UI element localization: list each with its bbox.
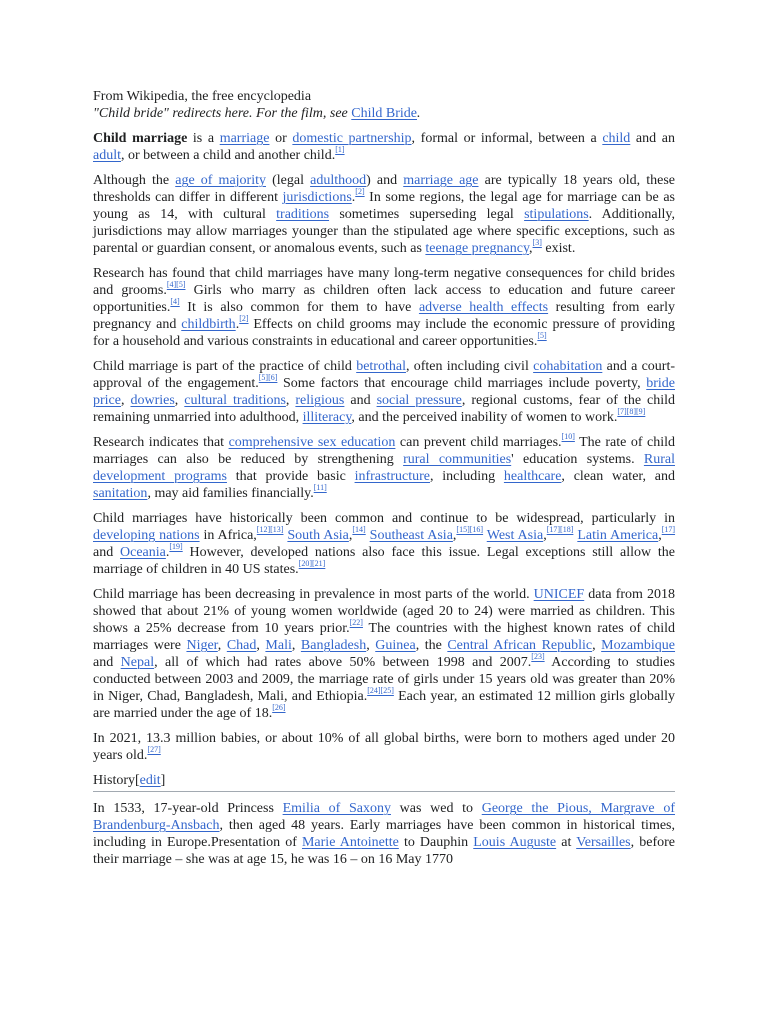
- link-rural-development-programs[interactable]: Rural development programs: [93, 452, 675, 484]
- citation-ref: [335, 145, 344, 154]
- citation-ref: [147, 745, 160, 754]
- text-run: , often including civil: [405, 359, 534, 374]
- article-body: [93, 88, 675, 876]
- citation-ref: [259, 373, 278, 382]
- citation-link[interactable]: [4]: [170, 297, 180, 307]
- link-infrastructure[interactable]: infrastructure: [354, 469, 430, 484]
- hatnote-link[interactable]: Child Bride: [351, 106, 418, 121]
- text-run: The countries with the highest known rates of child marriages were: [93, 621, 675, 653]
- text-run: According to studies conducted between 2003 and 2009, the marriage rate of girls under 15 years old was greater than 20% in Niger, Chad, Bangladesh, Mali, and Ethiopia.: [93, 655, 675, 704]
- text-run: and: [93, 545, 121, 560]
- text-run: or: [269, 131, 293, 146]
- citation-ref: [662, 525, 675, 534]
- link-betrothal[interactable]: betrothal: [356, 359, 406, 374]
- citation-ref: [537, 331, 546, 340]
- link-cultural-traditions[interactable]: cultural traditions: [184, 393, 286, 408]
- edit-bracket-close: ]: [160, 773, 166, 788]
- text-run: ' education systems.: [511, 452, 644, 467]
- text-run: However, developed nations also face this issue. Legal exceptions still allow the marriage of children in 40 US states.: [93, 545, 675, 577]
- text-run: ,: [543, 528, 547, 543]
- text-run: Child marriage is part of the practice of child: [93, 359, 357, 374]
- text-run: Girls who marry as children often lack access to education and future career opportunities.: [93, 283, 675, 315]
- link-marie-antoinette[interactable]: Marie Antoinette: [301, 835, 399, 850]
- link-george-the-pious-margrave-of-brandenburg-ansbach[interactable]: George the Pious, Margrave of Brandenburg-Ansbach: [93, 801, 675, 833]
- citation-ref: [617, 407, 645, 416]
- citation-link[interactable]: [1]: [335, 145, 345, 155]
- text-run: , before their marriage – she was at age 15, he was 16 – on 16 May 1770: [93, 835, 675, 867]
- link-marriage-age[interactable]: marriage age: [403, 173, 479, 188]
- citation-link[interactable]: [2]: [355, 187, 365, 197]
- link-versailles[interactable]: Versailles: [576, 835, 631, 850]
- link-guinea[interactable]: Guinea: [375, 638, 416, 653]
- text-run: , regional customs, fear of the child remaining unmarried into adulthood,: [93, 393, 675, 425]
- text-run: .: [351, 190, 356, 205]
- text-run: ,: [658, 528, 662, 543]
- link-nepal[interactable]: Nepal: [120, 655, 155, 670]
- citation-link[interactable]: [20][21]: [298, 559, 326, 569]
- link-mozambique[interactable]: Mozambique: [601, 638, 676, 653]
- link-chad[interactable]: Chad: [226, 638, 257, 653]
- citation-ref: [169, 542, 182, 551]
- paragraph-factors: [93, 358, 675, 426]
- text-run: in Africa,: [199, 528, 257, 543]
- citation-link[interactable]: [15][16]: [456, 525, 484, 535]
- text-run: . Additionally, jurisdictions may allow marriages younger than the stipulated age where specific exceptions, such as parental or guardian consent, or anomalous events, such as: [93, 207, 676, 256]
- link-healthcare[interactable]: healthcare: [503, 469, 562, 484]
- text-run: In 2021, 13.3 million babies, or about 10% of all global births, were born to mothers aged under 20 years old.: [93, 731, 675, 763]
- link-bride-price[interactable]: bride price: [93, 376, 675, 408]
- text-run: and: [344, 393, 377, 408]
- citation-link[interactable]: [19]: [169, 542, 183, 552]
- section-heading-history: [93, 772, 675, 792]
- citation-ref: [352, 525, 365, 534]
- link-developing-nations[interactable]: developing nations: [93, 528, 200, 543]
- text-run: , all of which had rates above 50% between 1998 and 2007.: [154, 655, 532, 670]
- text-run: Although the: [93, 173, 176, 188]
- text-run: are typically 18 years old, these thresholds can differ in different: [93, 173, 675, 205]
- link-sanitation[interactable]: sanitation: [93, 486, 148, 501]
- citation-link[interactable]: [17]: [661, 525, 676, 535]
- text-run: Each year, an estimated 12 million girls globally are married under the age of 18.: [93, 689, 675, 721]
- text-run: ,: [452, 528, 457, 543]
- paragraph-age-thresholds: [93, 172, 675, 257]
- text-run: data from 2018 showed that about 21% of young women worldwide (aged 20 to 24) were married as children. This shows a 25% decrease from 10 years prior.: [93, 587, 675, 636]
- text-run: .: [165, 545, 170, 560]
- citation-ref: [257, 525, 284, 534]
- citation-link[interactable]: [22]: [349, 618, 363, 628]
- link-louis-auguste[interactable]: Louis Auguste: [473, 835, 557, 850]
- link-south-asia[interactable]: South Asia: [287, 528, 349, 543]
- site-tagline: From Wikipedia, the free encyclopedia: [93, 89, 312, 104]
- link-southeast-asia[interactable]: Southeast Asia: [369, 528, 453, 543]
- text-run: Effects on child grooms may include the economic pressure of providing for a household and various constraints in educational and career opportunities.: [93, 317, 675, 349]
- citation-ref: [170, 297, 179, 306]
- citation-ref: [314, 483, 327, 492]
- text-run: ,: [285, 393, 296, 408]
- citation-link[interactable]: [5]: [537, 331, 547, 341]
- text-run: , may aid families financially.: [147, 486, 314, 501]
- citation-link[interactable]: [27]: [147, 745, 161, 755]
- link-adult[interactable]: adult: [93, 148, 121, 163]
- link-cohabitation[interactable]: cohabitation: [533, 359, 603, 374]
- citation-ref: [456, 525, 483, 534]
- paragraph-history: [93, 800, 675, 868]
- text-run: In some regions, the legal age for marriage can be as young as 14, with cultural: [93, 190, 675, 222]
- text-run: was wed to: [390, 801, 482, 816]
- citation-link[interactable]: [17]: [546, 525, 561, 535]
- citation-ref: [167, 280, 186, 289]
- text-run: ,: [348, 528, 353, 543]
- text-run: ,: [256, 638, 266, 653]
- edit-section-link[interactable]: edit: [139, 773, 161, 788]
- text-run: .: [235, 317, 240, 332]
- section-title: History: [93, 773, 135, 788]
- edit-bracket-open: [: [135, 773, 140, 788]
- text-run: and: [93, 655, 121, 670]
- text-run: sometimes superseding legal: [329, 207, 525, 222]
- text-run: Research has found that child marriages have many long-term negative consequences for child brides and grooms.: [93, 266, 675, 298]
- link-illiteracy[interactable]: illiteracy: [302, 410, 352, 425]
- citation-ref: [367, 686, 394, 695]
- link-religious[interactable]: religious: [295, 393, 345, 408]
- text-run: ,: [217, 638, 227, 653]
- text-run: , then aged 48 years. Early marriages have been common in historical times, including in Europe.Presentation of: [93, 818, 675, 850]
- link-dowries[interactable]: dowries: [130, 393, 175, 408]
- text-run: , including: [429, 469, 504, 484]
- citation-ref: [239, 314, 248, 323]
- link-rural-communities[interactable]: rural communities: [403, 452, 512, 467]
- text-run: ,: [120, 393, 131, 408]
- text-run: (legal: [266, 173, 311, 188]
- citation-link[interactable]: [5][6]: [258, 373, 278, 383]
- link-central-african-republic[interactable]: Central African Republic: [447, 638, 593, 653]
- link-bangladesh[interactable]: Bangladesh: [300, 638, 367, 653]
- citation-link[interactable]: [14]: [352, 525, 366, 535]
- citation-link[interactable]: [7][8][9]: [617, 407, 646, 417]
- hatnote-text: "Child bride" redirects here. For the film, see: [93, 106, 352, 121]
- citation-ref: [547, 525, 560, 534]
- text-run: , and the perceived inability of women to work.: [351, 410, 618, 425]
- text-run: Research indicates that: [93, 435, 229, 450]
- link-oceania[interactable]: Oceania: [120, 545, 166, 560]
- text-run: ,: [291, 638, 301, 653]
- text-run: ,: [592, 638, 602, 653]
- link-emilia-of-saxony[interactable]: Emilia of Saxony: [282, 801, 391, 816]
- text-run: ,: [174, 393, 185, 408]
- text-run: ,: [529, 241, 533, 256]
- link-comprehensive-sex-education[interactable]: comprehensive sex education: [228, 435, 396, 450]
- text-run: ,: [366, 638, 376, 653]
- citation-ref: [272, 703, 285, 712]
- citation-link[interactable]: [24][25]: [367, 686, 394, 696]
- text-run: The rate of child marriages can also be reduced by strengthening: [93, 435, 676, 467]
- link-mali[interactable]: Mali: [265, 638, 292, 653]
- link-niger[interactable]: Niger: [186, 638, 218, 653]
- text-run: is a: [187, 131, 220, 146]
- text-run: , formal or informal, between a: [411, 131, 603, 146]
- citation-link[interactable]: [26]: [272, 703, 286, 713]
- text-run: Child marriages have historically been common and continue to be widespread, particularly in: [93, 511, 675, 526]
- link-adverse-health-effects[interactable]: adverse health effects: [418, 300, 549, 315]
- citation-ref: [533, 238, 542, 247]
- citation-link[interactable]: [18]: [560, 525, 574, 535]
- citation-link[interactable]: [4][5]: [166, 280, 186, 290]
- link-domestic-partnership[interactable]: domestic partnership: [292, 131, 412, 146]
- link-social-pressure[interactable]: social pressure: [376, 393, 462, 408]
- text-run: resulting from early pregnancy and: [93, 300, 675, 332]
- citation-ref: [355, 187, 364, 196]
- citation-ref: [299, 559, 326, 568]
- text-run: Child marriage has been decreasing in prevalence in most parts of the world.: [93, 587, 534, 602]
- citation-link[interactable]: [10]: [561, 432, 575, 442]
- citation-link[interactable]: [2]: [239, 314, 249, 324]
- paragraph-births: [93, 730, 675, 764]
- citation-link[interactable]: [23]: [531, 652, 545, 662]
- text-run: , the: [415, 638, 448, 653]
- text-run: at: [556, 835, 577, 850]
- text-run: that provide basic: [226, 469, 355, 484]
- paragraph-lead: [93, 130, 675, 164]
- link-childbirth[interactable]: childbirth: [181, 317, 236, 332]
- link-age-of-majority[interactable]: age of majority: [175, 173, 266, 188]
- citation-ref: [560, 525, 573, 534]
- hatnote: [93, 105, 675, 122]
- link-marriage[interactable]: marriage: [219, 131, 270, 146]
- link-unicef[interactable]: UNICEF: [533, 587, 585, 602]
- text-run: can prevent child marriages.: [395, 435, 562, 450]
- hatnote-suffix: .: [417, 106, 421, 121]
- text-run: It is also common for them to have: [179, 300, 419, 315]
- citation-link[interactable]: [3]: [532, 238, 542, 248]
- article-subject-bold: Child marriage: [93, 131, 188, 146]
- link-latin-america[interactable]: Latin America: [577, 528, 659, 543]
- citation-link[interactable]: [12][13]: [256, 525, 284, 535]
- link-stipulations[interactable]: stipulations: [524, 207, 589, 222]
- paragraph-prevention: [93, 434, 675, 502]
- citation-ref: [562, 432, 575, 441]
- text-run: , clean water, and: [561, 469, 675, 484]
- text-run: Some factors that encourage child marriages include poverty,: [277, 376, 647, 391]
- link-traditions[interactable]: traditions: [276, 207, 330, 222]
- text-run: ) and: [366, 173, 404, 188]
- link-adulthood[interactable]: adulthood: [310, 173, 367, 188]
- text-run: In 1533, 17-year-old Princess: [93, 801, 283, 816]
- citation-ref: [350, 618, 363, 627]
- paragraph-consequences: [93, 265, 675, 350]
- link-child[interactable]: child: [602, 131, 631, 146]
- text-run: exist.: [541, 241, 576, 256]
- paragraph-statistics: [93, 586, 675, 722]
- link-teenage-pregnancy[interactable]: teenage pregnancy: [425, 241, 530, 256]
- text-run: and a court-approval of the engagement.: [93, 359, 676, 391]
- link-west-asia[interactable]: West Asia: [486, 528, 544, 543]
- paragraph-prevalence-regions: [93, 510, 675, 578]
- text-run: and an: [630, 131, 675, 146]
- text-run: to Dauphin: [398, 835, 474, 850]
- text-run: , or between a child and another child.: [121, 148, 336, 163]
- citation-link[interactable]: [11]: [313, 483, 327, 493]
- link-jurisdictions[interactable]: jurisdictions: [282, 190, 352, 205]
- citation-ref: [531, 652, 544, 661]
